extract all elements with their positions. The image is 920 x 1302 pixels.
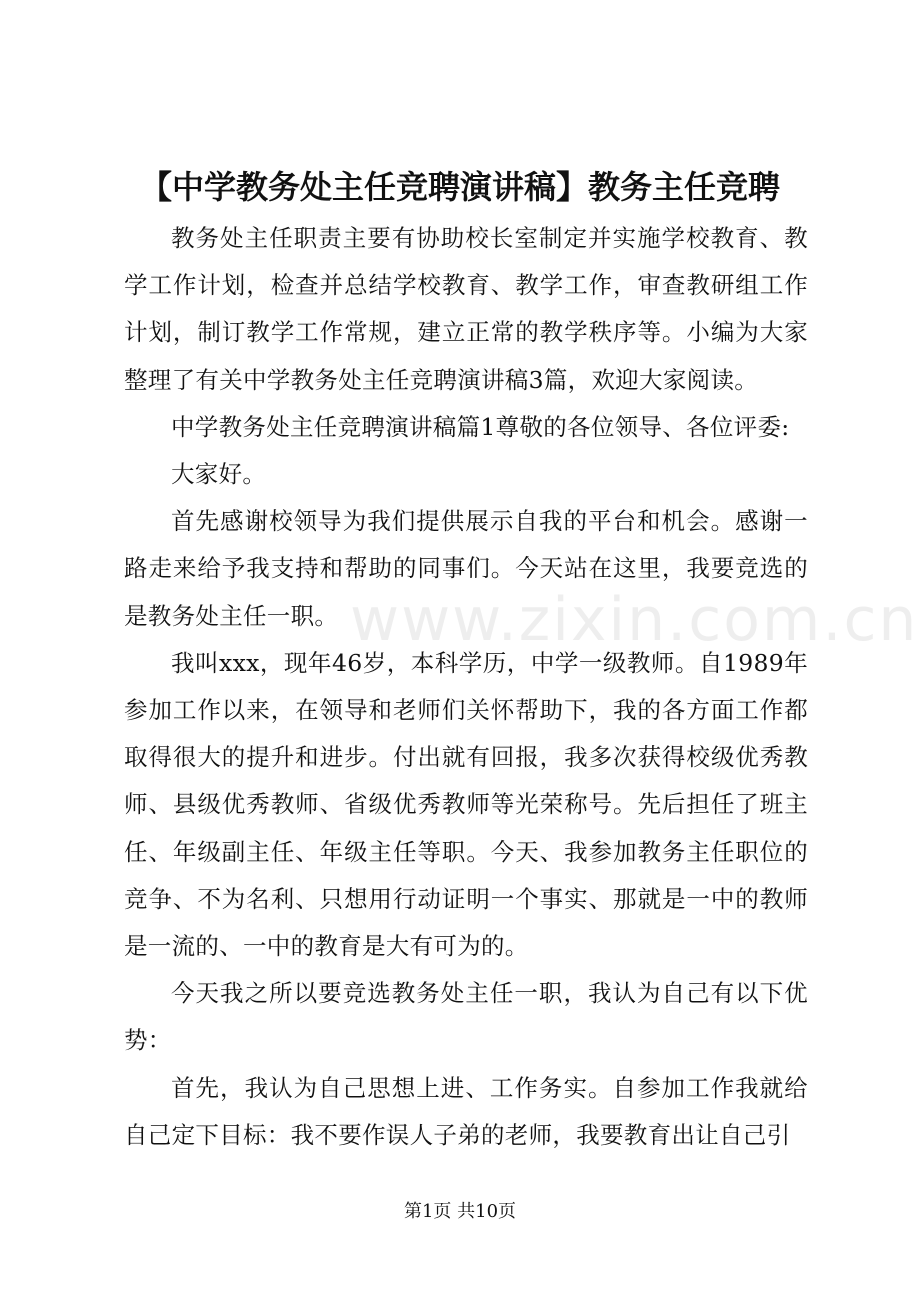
- paragraph-self-introduction: 我叫xxx，现年46岁，本科学历，中学一级教师。自1989年参加工作以来，在领导和老师们关怀帮助下，我的各方面工作都取得很大的提升和进步。付出就有回报，我多次获得校级优秀教师、县级优秀教师、省级优秀教师等光荣称号。先后担任了班主任、年级副主任、年级主任等职。今天、我参加教务主任职位的竞争、不为名利、只想用行动证明一个事实、那就是一中的教师是一流的、一中的教育是大有可为的。: [124, 648, 808, 961]
- page-footer: 第1页 共10页: [403, 1201, 517, 1222]
- watermark: www.zixin.com.cn: [350, 585, 919, 655]
- document-title: 【中学教务处主任竞聘演讲稿】教务主任竞聘: [139, 168, 780, 206]
- document-body: [124, 215, 808, 1159]
- paragraph-intro: 教务处主任职责主要有协助校长室制定并实施学校教育、教学工作计划，检查并总结学校教育、教学工作，审查教研组工作计划，制订教学工作常规，建立正常的教学秩序等。小编为大家整理了有关中学教务处主任竞聘演讲稿3篇，欢迎大家阅读。: [124, 224, 808, 394]
- paragraph-first-point: 首先，我认为自己思想上进、工作务实。自参加工作我就给自己定下目标：我不要作误人子弟的老师，我要教育出让自己引: [124, 1073, 808, 1149]
- paragraph-greeting: 大家好。: [171, 460, 267, 489]
- paragraph-advantages: 今天我之所以要竞选教务处主任一职，我认为自己有以下优势：: [124, 979, 808, 1055]
- paragraph-thanks: 首先感谢校领导为我们提供展示自我的平台和机会。感谢一路走来给予我支持和帮助的同事们。今天站在这里，我要竞选的是教务处主任一职。: [124, 507, 808, 630]
- paragraph-speech-heading: 中学教务处主任竞聘演讲稿篇1尊敬的各位领导、各位评委:: [171, 412, 790, 441]
